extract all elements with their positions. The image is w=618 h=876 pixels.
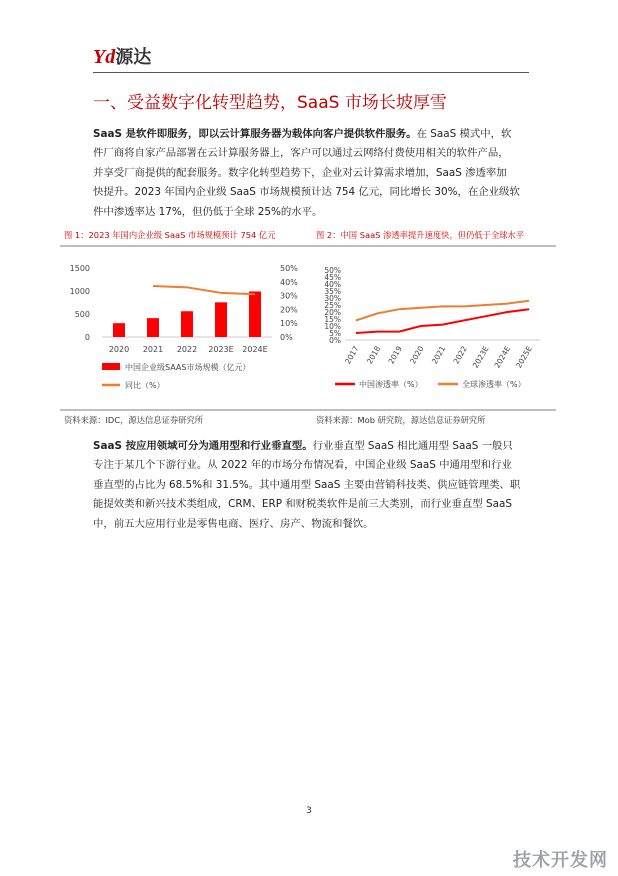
para1-line: 并享受厂商提供的配套服务。数字化转型趋势下，企业对云计算需求增加，SaaS 渗透率加 [93, 166, 507, 179]
para2-lead: SaaS 按应用领域可分为通用型和行业垂直型。 [93, 440, 313, 452]
x-tick-label: 2020 [108, 345, 130, 354]
x-tick-label: 2025E [514, 344, 534, 370]
para2-line: 中，前五大应用行业是零售电商、医疗、房产、物流和餐饮。 [93, 517, 374, 530]
para2-line: 垂直型的占比为 68.5%和 31.5%。其中通用型 SaaS 主要由营销科技类、供应链管理类、职 [93, 478, 521, 491]
watermark: 技术开发网 [513, 850, 608, 871]
legend-swatch-market-size [102, 363, 120, 370]
x-tick-label: 2023E [470, 344, 491, 370]
y-tick-label: 0% [329, 336, 341, 345]
bar [249, 291, 261, 337]
bar [181, 311, 193, 337]
section-title: 一、受益数字化转型趋势，SaaS 市场长坡厚雪 [93, 93, 447, 113]
page-number: 3 [306, 806, 312, 816]
x-tick-label: 2021 [429, 344, 448, 366]
bar [215, 302, 227, 337]
x-tick-label: 2020 [408, 344, 426, 366]
x-tick-label: 2021 [142, 345, 164, 354]
para2-line: 能提效类和新兴技术类组成，CRM、ERP 和财税类软件是前三大类别，而行业垂直型 SaaS [93, 498, 512, 511]
y-tick-label: 0 [84, 333, 90, 342]
para2-line: 专注于某几个下游行业。从 2022 年的市场分布情况看，中国企业级 SaaS 中通用型和行业 [93, 459, 512, 472]
y-tick-label: 5% [329, 329, 341, 338]
y2-tick-label: 30% [280, 291, 298, 301]
y-tick-label: 50% [324, 266, 341, 275]
y-tick-label: 10% [324, 322, 341, 331]
segment-paragraph [93, 437, 530, 534]
y-tick-label: 25% [324, 301, 341, 310]
x-tick-label: 2018 [364, 344, 383, 366]
legend-label-china: 中国渗透率（%） [359, 380, 423, 389]
para1-lead: SaaS 是软件即服务，即以云计算服务器为载体向客户提供软件服务。 [93, 128, 417, 140]
chart-saas-penetration [324, 266, 540, 389]
y-tick-label: 20% [324, 308, 341, 317]
x-tick-label: 2022 [176, 345, 198, 354]
series-line-yoy [153, 286, 255, 294]
para2-line: 行业垂直型 SaaS 相比通用型 SaaS 一般只 [312, 440, 513, 452]
bar [147, 318, 159, 337]
x-tick-label: 2019 [386, 344, 404, 366]
y-tick-label: 40% [324, 280, 341, 289]
y2-tick-label: 20% [280, 305, 298, 315]
bar [113, 323, 125, 337]
y2-tick-label: 10% [280, 319, 298, 329]
para1-line: 快提升。2023 年国内企业级 SaaS 市场规模预计达 754 亿元，同比增长 30%，在企业级软 [93, 186, 520, 199]
figures-canvas [0, 0, 618, 430]
y-tick-label: 500 [74, 310, 90, 319]
para1-line: 件中渗透率达 17%，但仍低于全球 25%的水平。 [93, 205, 323, 218]
y-tick-label: 45% [324, 273, 341, 282]
x-tick-label: 2024E [242, 345, 268, 354]
logo-text: 源达 [115, 47, 152, 68]
para1-line: 在 SaaS 模式中，软 [416, 128, 512, 140]
y-tick-label: 1500 [69, 264, 90, 273]
x-tick-label: 2022 [451, 344, 469, 366]
para1-line: 件厂商将自家产品部署在云计算服务器上，客户可以通过云网络付费使用相关的软件产品， [93, 147, 509, 160]
y-tick-label: 15% [324, 315, 341, 324]
y2-tick-label: 40% [280, 277, 298, 287]
x-tick-label: 2024E [492, 344, 513, 370]
fig2-caption: 图 2：中国 SaaS 渗透率提升速度快，但仍低于全球水平 [316, 230, 525, 240]
fig2-source: 资料来源：Mob 研究院，源达信息证券研究所 [316, 415, 486, 425]
y-tick-label: 30% [324, 294, 341, 303]
y2-tick-label: 0% [280, 333, 293, 342]
legend-label-global: 全球渗透率（%） [462, 380, 526, 389]
y-tick-label: 1000 [69, 287, 90, 296]
chart-saas-market-size [70, 264, 299, 390]
y-tick-label: 35% [324, 287, 341, 296]
fig1-source: 资料来源：IDC，源达信息证券研究所 [64, 415, 204, 425]
legend-label-market-size: 中国企业级SAAS市场规模（亿元） [125, 363, 251, 372]
x-tick-label: 2023E [208, 345, 234, 354]
y2-tick-label: 50% [280, 264, 298, 273]
logo-mark: Yd [93, 46, 116, 68]
fig1-caption: 图 1：2023 年国内企业级 SaaS 市场规模预计 754 亿元 [64, 230, 276, 240]
legend-label-yoy: 同比（%） [125, 381, 165, 390]
x-tick-label: 2017 [343, 344, 361, 366]
series-line-global [356, 301, 529, 321]
